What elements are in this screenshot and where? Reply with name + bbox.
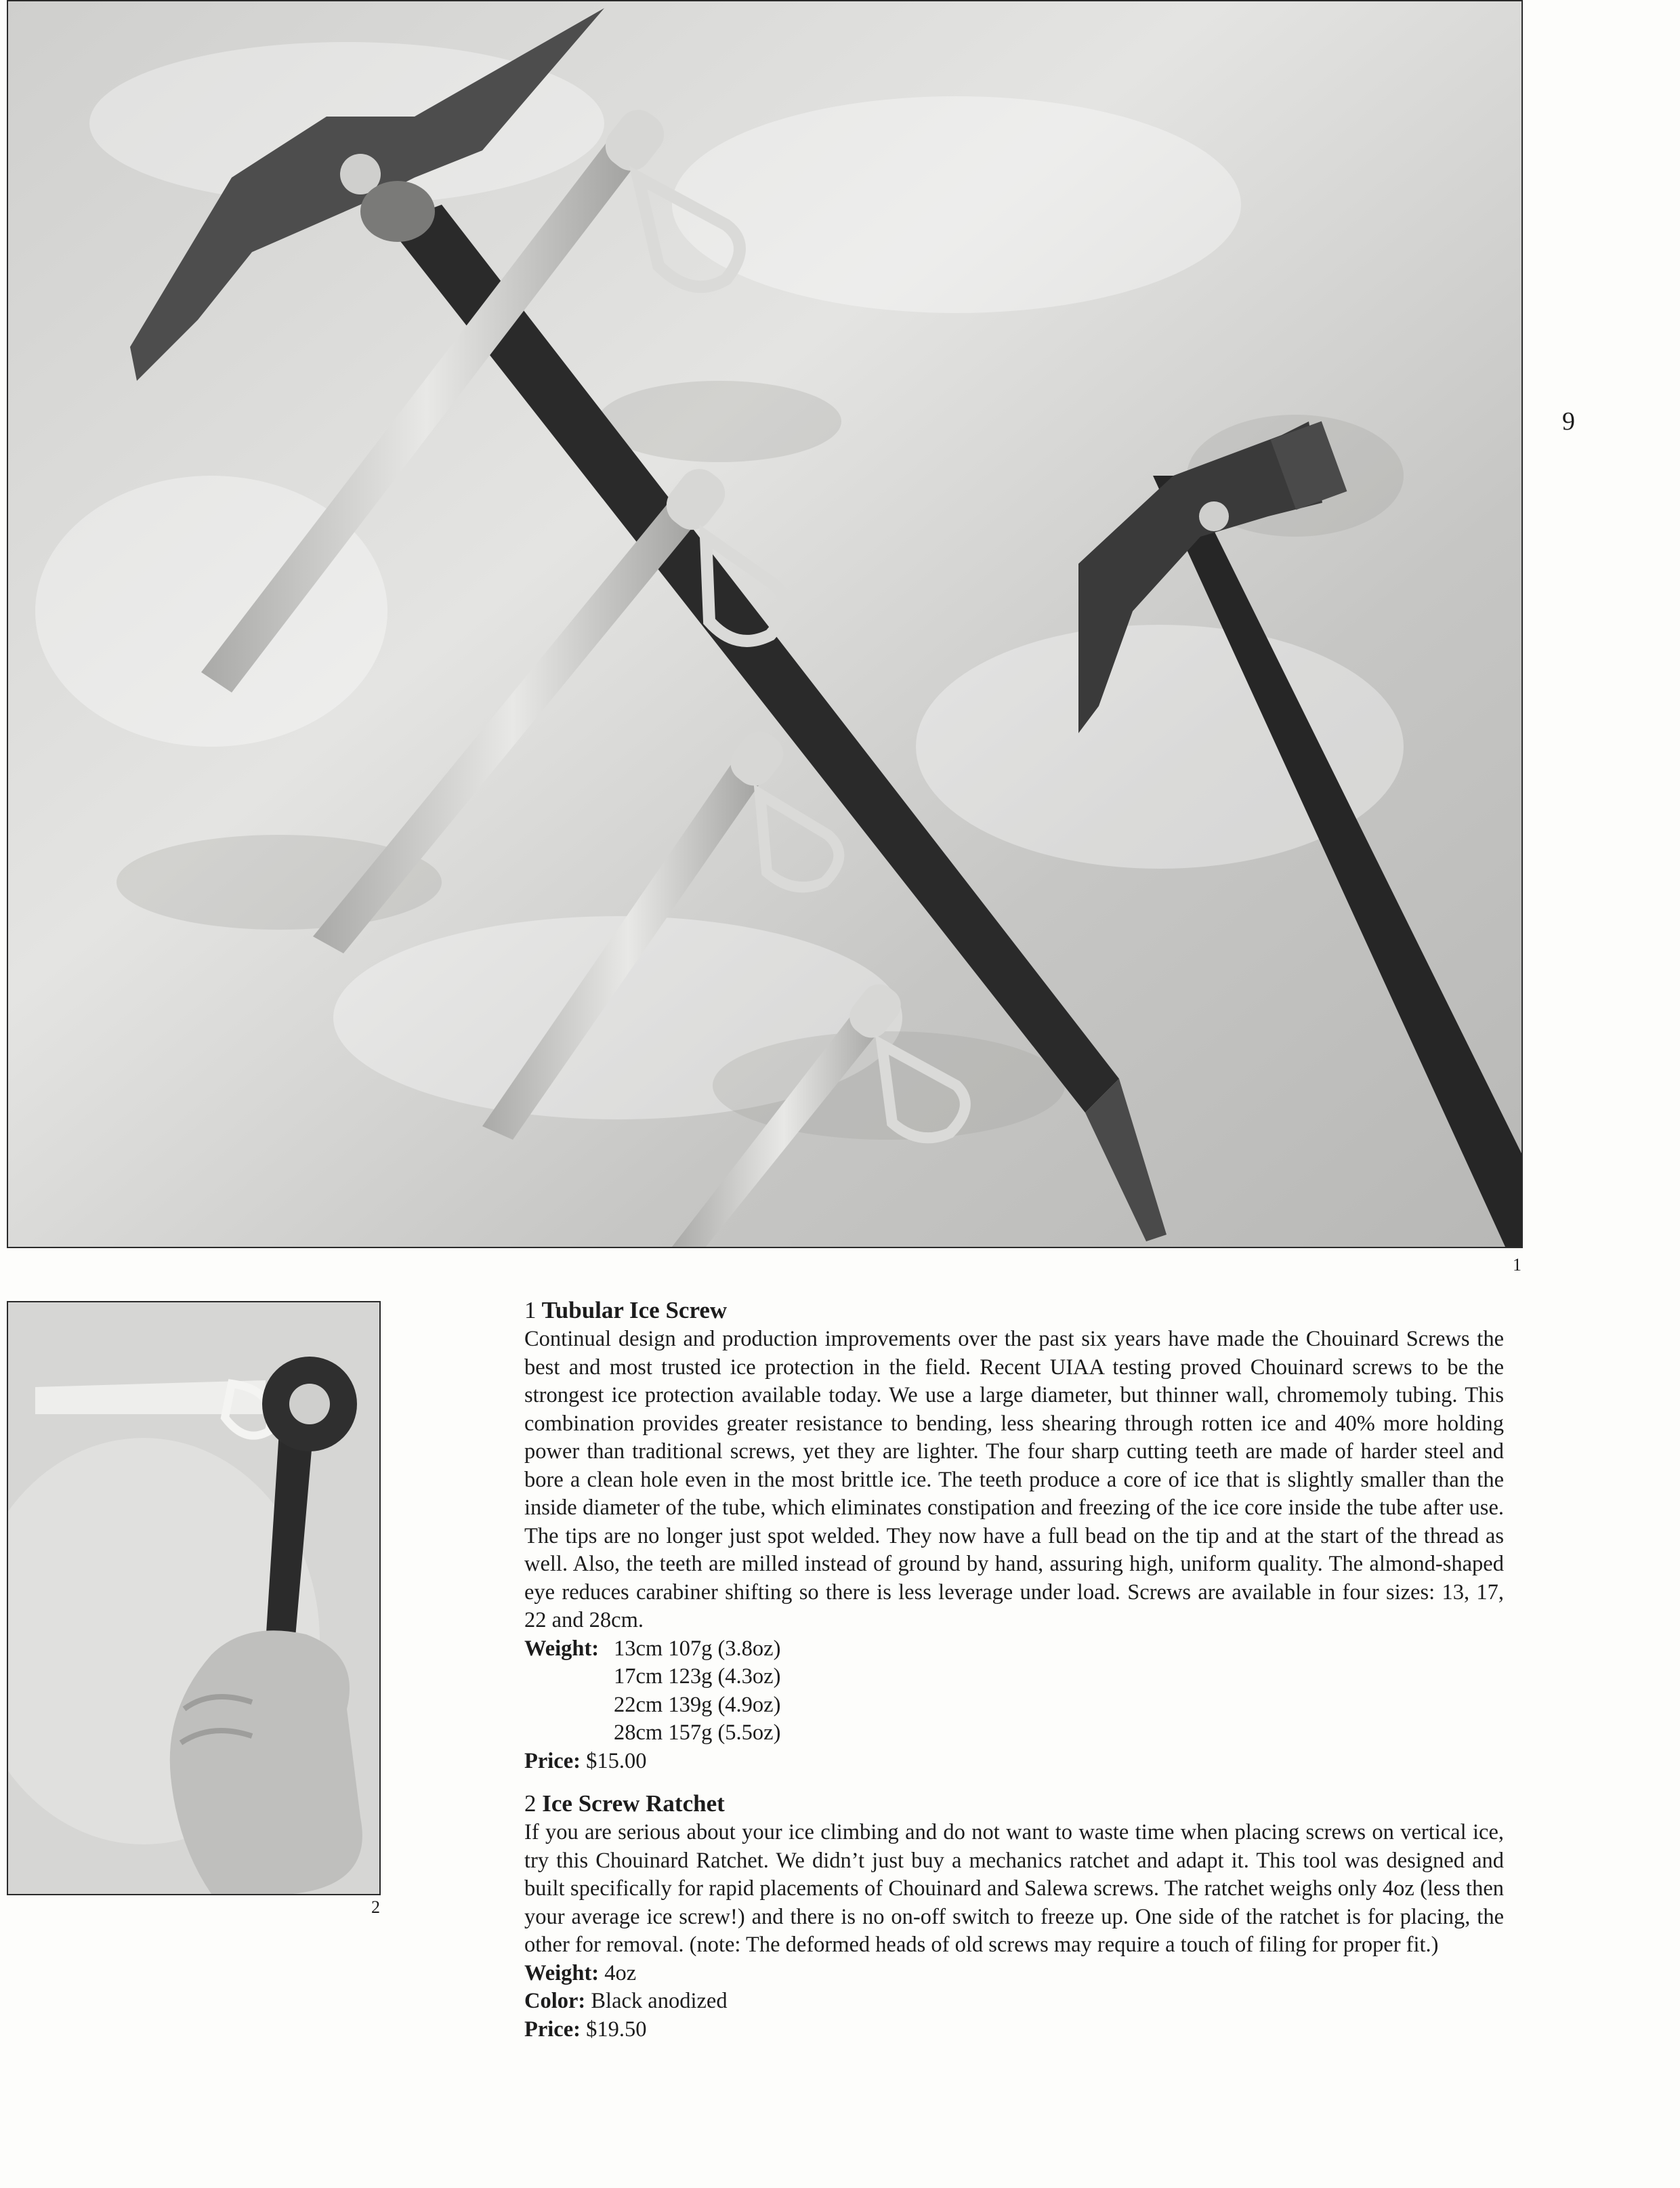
ratchet-illustration [8,1302,379,1894]
weight-value: 17cm 123g (4.3oz) [614,1664,781,1689]
figure-caption-number: 1 [1513,1255,1521,1275]
entry-title [524,1789,1504,1819]
photo-ice-screw-ratchet [7,1301,381,1895]
color-label: Color: [524,1989,586,2013]
weight-line [524,1960,1504,1988]
weight-label: Weight: [524,1960,600,1985]
weight-value: 22cm 139g (4.9oz) [614,1692,781,1717]
page-number: 9 [1562,407,1575,436]
entry-body: If you are serious about your ice climbing and do not want to waste time when placing screws on vertical ice, try this Chouinard Ratchet. We didn’t just buy a mechanics ratchet and adapt it. This tool was designed and built specifically for rapid placements of Chouinard and Salewa screws. The ratchet weighs only 4oz (less then your average ice screw!) and there is no on-off switch to freeze up. One side of the ratchet is for placing, the other for removal. (note: The deformed heads of old screws may require a touch of filing for proper fit.) [524,1820,1504,1957]
price-label: Price: [524,1748,581,1773]
entry-title-text: Ice Screw Ratchet [542,1790,725,1817]
price-line [524,1748,1504,1776]
weight-label: Weight: [524,1636,600,1661]
price-value: $19.50 [586,2017,647,2042]
entry-number: 1 [524,1297,537,1323]
weight-value: 4oz [604,1960,637,1985]
entry-tubular-ice-screw [524,1296,1504,1775]
color-value: Black anodized [591,1989,728,2013]
weight-value: 13cm 107g (3.8oz) [614,1636,781,1661]
entry-number: 2 [524,1790,537,1817]
photo-ice-tools [7,0,1523,1248]
weight-list [524,1635,1504,1748]
entry-title [524,1296,1504,1325]
color-line [524,1987,1504,2016]
ice-tools-illustration [8,1,1521,1247]
entry-ice-screw-ratchet [524,1789,1504,2044]
figure-caption-number: 2 [371,1897,380,1917]
price-label: Price: [524,2017,581,2042]
weight-value: 28cm 157g (5.5oz) [614,1720,781,1745]
product-descriptions [524,1296,1504,2044]
entry-body: Continual design and production improvements over the past six years have made the Chouinard Screws the best and most trusted ice protection in the field. Recent UIAA testing proved Chouinard screws to be the strongest ice protection available today. We use a large diameter, but thinner wall, chromemoly tubing. This combination provides greater resistance to bending, less shearing through rotten ice and 40% more holding power than traditional screws, yet they are lighter. The four sharp cutting teeth are made of harder steel and bore a clean hole even in the most brittle ice. The teeth produce a core of ice that is slightly smaller than the inside diameter of the tube, which eliminates constipation and freezing of the ice core inside the tube after use. The tips are no longer just spot welded. They now have a full bead on the tip and at the start of the thread as well. Also, the teeth are milled instead of ground by hand, assuring high, uniform quality. The almond-shaped eye reduces carabiner shifting so there is less leverage under load. Screws are available in four sizes: 13, 17, 22 and 28cm. [524,1327,1504,1632]
price-line [524,2016,1504,2044]
entry-title-text: Tubular Ice Screw [541,1297,728,1323]
price-value: $15.00 [586,1748,647,1773]
